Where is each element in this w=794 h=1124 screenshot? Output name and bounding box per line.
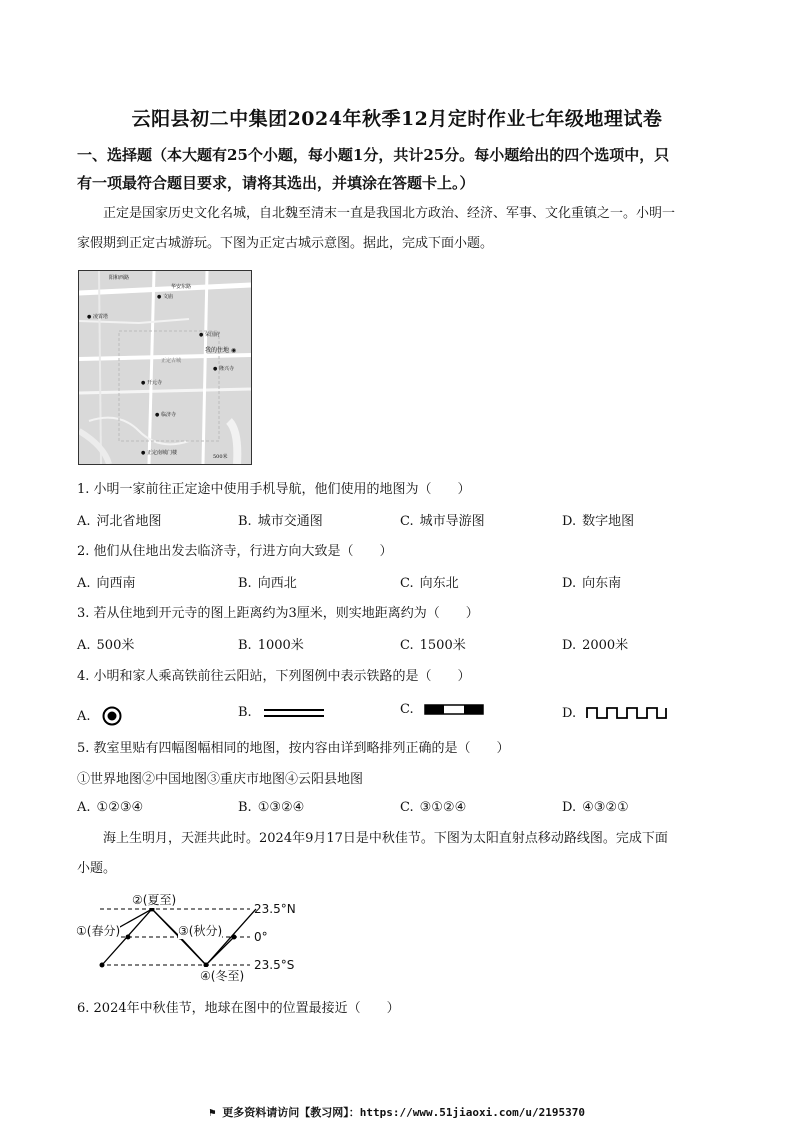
- page-title: 云阳县初二中集团2024年秋季12月定时作业七年级地理试卷: [131, 108, 663, 130]
- summer-solstice-label: ②(夏至): [132, 893, 177, 907]
- map-poi-4: ● 隆兴寺: [213, 366, 234, 372]
- map-poi-1: ● 文庙: [157, 294, 173, 300]
- question-5-items: ①世界地图②中国地图③重庆市地图④云阳县地图: [77, 772, 364, 787]
- map-poi-2: ● 凌霄塔: [87, 314, 108, 320]
- intro-line: 家假期到正定古城游玩。下图为正定古城示意图。据此，完成下面小题。: [77, 236, 494, 251]
- section-heading-line: 一、选择题（本大题有25个小题，每小题1分，共计25分。每小题给出的四个选项中，只: [77, 146, 670, 164]
- question-3: 3. 若从住地到开元寺的图上距离约为3厘米，则实地距离约为（ ）: [77, 606, 479, 621]
- map-poi-6: ● 临济寺: [155, 412, 176, 418]
- intro-line: 小题。: [77, 861, 117, 876]
- option-a[interactable]: A. ①②③④: [77, 800, 144, 815]
- option-a[interactable]: A. 向西南: [77, 576, 136, 591]
- intro-passage-2: [77, 824, 722, 884]
- station-circle-icon: [101, 705, 123, 727]
- map-scale: 500米: [213, 454, 228, 460]
- map-poi-3: ● 荣国府: [199, 332, 220, 338]
- option-c[interactable]: C. 城市导游图: [400, 514, 485, 529]
- intro-line: 海上生明月，天涯共此时。2024年9月17日是中秋佳节。下图为太阳直射点移动路线图。完成下面: [103, 831, 668, 846]
- hotel-pin-icon: ◉: [230, 347, 237, 354]
- option-d[interactable]: D. 数字地图: [562, 514, 635, 529]
- question-4: 4. 小明和家人乘高铁前往云阳站，下列图例中表示铁路的是（ ）: [77, 669, 471, 684]
- option-a[interactable]: A. 河北省地图: [77, 514, 162, 529]
- footer-link[interactable]: 更多资料请访问【教习网】：https://www.51jiaoxi.com/u/2195370: [222, 1106, 585, 1119]
- railway-icon: [424, 703, 484, 717]
- option-b[interactable]: B.: [238, 705, 326, 720]
- intro-passage: [77, 199, 722, 259]
- map-label-west-road: 阳和西路: [109, 275, 130, 281]
- option-c[interactable]: C. ③①②④: [400, 800, 467, 815]
- question-5: 5. 教室里贴有四幅图幅相同的地图，按内容由详到略排列正确的是（ ）: [77, 741, 510, 756]
- footer: [0, 1104, 794, 1120]
- option-c[interactable]: C. 1500米: [400, 638, 466, 653]
- question-2: 2. 他们从住地出发去临济寺，行进方向大致是（ ）: [77, 544, 393, 559]
- map-label-north-road: 华安东路: [171, 284, 192, 290]
- option-b[interactable]: B. 城市交通图: [238, 514, 323, 529]
- square-wave-icon: [586, 705, 668, 721]
- section-heading-line: 有一项最符合题目要求，请将其选出，并填涂在答题卡上。）: [77, 174, 475, 192]
- option-b[interactable]: B. 向西北: [238, 576, 297, 591]
- map-label-district: 正定古城: [161, 358, 182, 364]
- option-d[interactable]: D.: [562, 705, 668, 721]
- option-a[interactable]: A. 500米: [77, 638, 135, 653]
- sun-path-diagram: [76, 888, 306, 988]
- map-poi-gate: ● 正定南城门楼: [141, 450, 177, 456]
- equator-label: 0°: [254, 930, 268, 944]
- tropic-south-label: 23.5°S: [254, 958, 295, 972]
- option-c[interactable]: C. 向东北: [400, 576, 459, 591]
- double-line-icon: [262, 706, 326, 720]
- option-d[interactable]: D. ④③②①: [562, 800, 629, 815]
- intro-line: 正定是国家历史文化名城，自北魏至清末一直是我国北方政治、经济、军事、文化重镇之一。小明一: [103, 206, 676, 221]
- option-d[interactable]: D. 2000米: [562, 638, 629, 653]
- option-b[interactable]: B. ①③②④: [238, 800, 305, 815]
- option-d[interactable]: D. 向东南: [562, 576, 622, 591]
- question-1: 1. 小明一家前往正定途中使用手机导航，他们使用的地图为（ ）: [77, 482, 471, 497]
- winter-solstice-label: ④(冬至): [200, 969, 245, 983]
- zhengding-map: [78, 270, 252, 465]
- tropic-north-label: 23.5°N: [254, 902, 296, 916]
- option-c[interactable]: C.: [400, 702, 484, 717]
- option-b[interactable]: B. 1000米: [238, 638, 304, 653]
- map-poi-5: ● 开元寺: [141, 380, 162, 386]
- hotel-marker: 我的住地 ◉: [205, 347, 237, 354]
- option-a[interactable]: A.: [77, 705, 123, 727]
- question-6: 6. 2024年中秋佳节，地球在图中的位置最接近（ ）: [77, 1001, 400, 1016]
- spring-equinox-label: ①(春分): [76, 924, 121, 938]
- autumn-equinox-label: ③(秋分): [178, 924, 223, 938]
- flag-icon: ⚑: [209, 1106, 216, 1119]
- question-4-options: [77, 702, 717, 724]
- section-heading: [77, 141, 722, 197]
